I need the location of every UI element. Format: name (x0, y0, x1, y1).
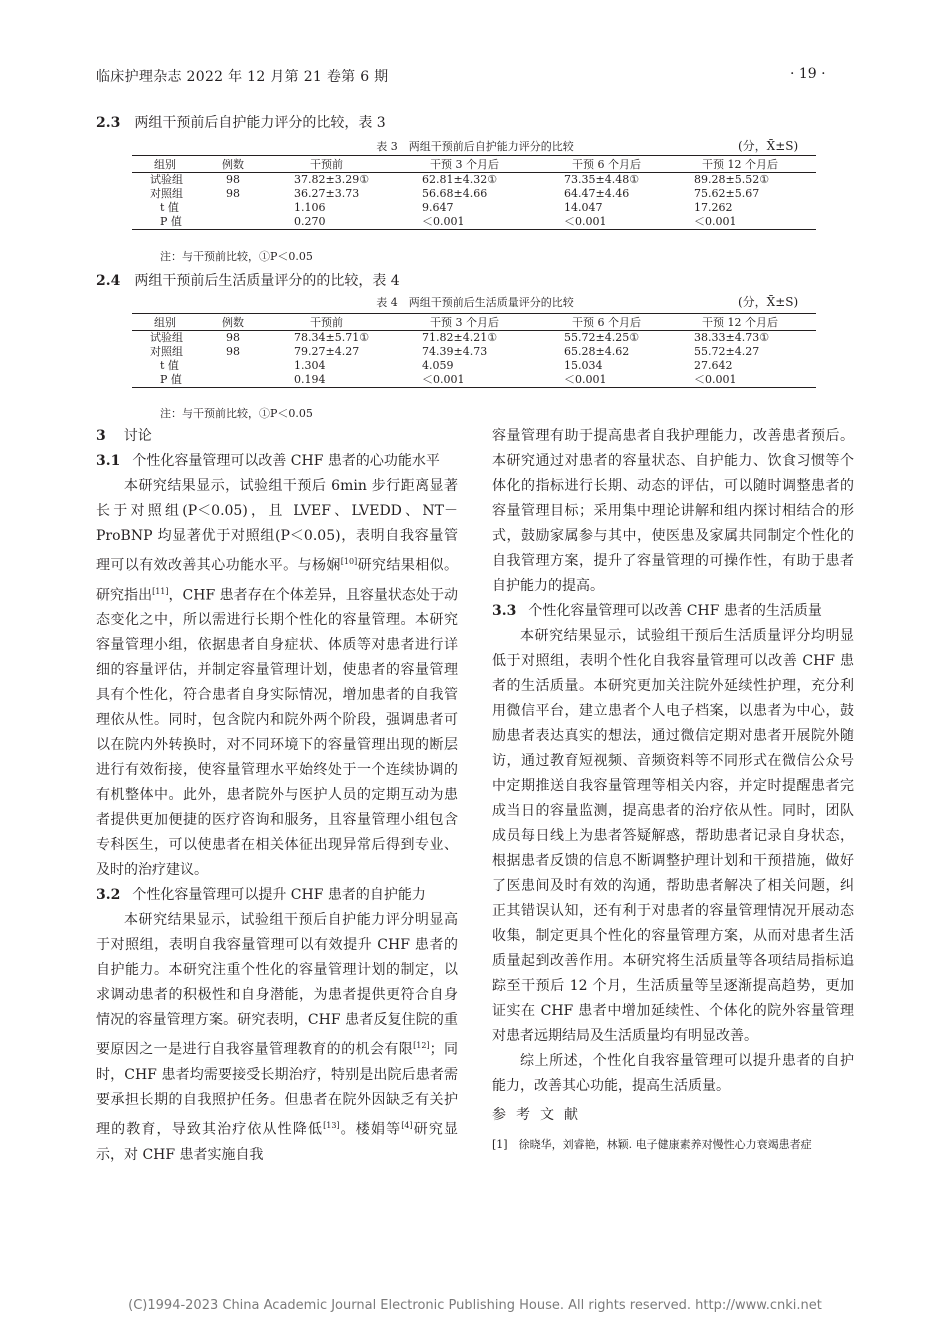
citation: [11] (152, 586, 169, 596)
table-cell: ＜0.001 (564, 215, 607, 228)
table3-caption: 表 3 两组干预前后自护能力评分的比较 (376, 140, 574, 153)
table-row (132, 345, 816, 359)
table-cell: 对照组 (150, 187, 183, 200)
table-cell: P 值 (160, 373, 182, 386)
section-3-2-heading (96, 883, 458, 908)
section-number: 3.2 (96, 887, 121, 904)
table-cell: 17.262 (694, 201, 733, 214)
table-cell: ＜0.001 (422, 215, 465, 228)
citation: [4] (401, 1120, 413, 1130)
table-cell: ＜0.001 (564, 373, 607, 386)
section-title: 两组干预前后自护能力评分的比较，表 3 (134, 115, 386, 131)
table-cell: ＜0.001 (694, 215, 737, 228)
references-heading: 参考文献 (492, 1107, 588, 1123)
table-row (132, 215, 816, 230)
table-cell (222, 201, 282, 215)
citation: [13] (323, 1120, 340, 1130)
table-row (132, 359, 816, 373)
table-cell: 98 (226, 173, 240, 186)
table-cell (222, 359, 282, 373)
text-run: ；同时，CHF 患者均需要接受长期治疗，特别是出院后患者需要承担长期的自我照护任务。但患者在院外因缺乏有关护理的教育，导致其治疗依从性降低 (96, 1041, 459, 1138)
table3-note: 注：与干预前比较，①P＜0.05 (160, 250, 313, 263)
text-run: 研究显示，对 CHF 患者实施自我 (96, 1121, 458, 1163)
paragraph-3-1 (96, 474, 458, 883)
text-run: 本研究结果显示，试验组干预后 6min 步行距离显著长于对照组(P＜0.05)，且 LVEF、LVEDD、NT－ProBNP 均显著优于对照组(P＜0.05)，表明自我容量管理可以有效改善其心功能水平。与杨娴 (96, 478, 458, 574)
table-cell: 98 (226, 331, 240, 344)
paragraph-3-2 (96, 908, 458, 1167)
table-cell: 75.62±5.67 (694, 187, 760, 200)
table-cell: 38.33±4.73① (694, 331, 770, 344)
table-header-row (132, 156, 816, 173)
discussion-heading (96, 424, 458, 449)
text-run: 研究结果相似。研究指出 (96, 557, 459, 604)
col-header: 干预前 (310, 158, 343, 171)
table-cell: 79.27±4.27 (294, 345, 360, 358)
section-number: 3.3 (492, 603, 517, 619)
table-cell: 71.82±4.21① (422, 331, 498, 344)
text-run: 。楼娟等 (339, 1121, 402, 1138)
table-cell: 56.68±4.66 (422, 187, 488, 200)
text-run: ，CHF 患者存在个体差异，且容量状态处于动态变化之中，所以需进行长期个性化的容量管理。本研究容量管理小组，依据患者自身症状、体质等对患者进行详细的容量评估，并制定容量管理计划，使患者的容量管理具有个性化，符合患者自身实际情况，增加患者的自我管理依从性。同时，包含院内和院外两个阶段，强调患者可以在院内外转换时，对不同环境下的容量管理出现的断层进行有效衔接，使容量管理水平始终处于一个连续协调的有机整体中。此外，患者院外与医护人员的定期互动为患者提供更加便捷的医疗咨询和服务，且容量管理小组包含专科医生，可以使患者在相关体征出现异常后得到专业、及时的治疗建议。 (96, 587, 458, 879)
table-cell: 37.82±3.29① (294, 173, 370, 186)
section-2-3-heading (96, 112, 386, 132)
left-column (96, 424, 458, 1168)
table-cell: 55.72±4.25① (564, 331, 640, 344)
col-header: 干预 12 个月后 (702, 158, 778, 171)
table-cell: 对照组 (150, 345, 183, 358)
table-cell: P 值 (160, 215, 182, 228)
text-run: 本研究结果显示，试验组干预后自护能力评分明显高于对照组，表明自我容量管理可以有效提升 CHF 患者的自护能力。本研究注重个性化的容量管理计划的制定，以求调动患者的积极性和自身潜能，为患者提供更符合自身情况的容量管理方案。研究表明，CHF 患者反复住院的重要原因之一是进行自我容量管理教育的的机会有限 (96, 912, 458, 1058)
section-title: 个性化容量管理可以提升 CHF 患者的自护能力 (132, 887, 426, 904)
col-header: 干预 6 个月后 (572, 158, 641, 171)
table-cell: 98 (226, 187, 240, 200)
table-row (132, 173, 816, 188)
citation: [10] (340, 557, 358, 566)
journal-header: 临床护理杂志 2022 年 12 月第 21 卷第 6 期 (96, 69, 389, 85)
copyright-footer: (C)1994-2023 China Academic Journal Electronic Publishing House. All rights reserved. http://www.cnki.net (128, 1298, 822, 1313)
table-cell: ＜0.001 (422, 373, 465, 386)
table-cell: 62.81±4.32① (422, 173, 498, 186)
section-title: 讨论 (123, 428, 152, 444)
col-header: 干预 6 个月后 (572, 316, 641, 329)
table-cell: 4.059 (422, 359, 454, 372)
page-number: · 19 · (790, 66, 826, 82)
table-row (132, 201, 816, 215)
conclusion-paragraph: 综上所述，个性化自我容量管理可以提升患者的自护能力，改善其心功能，提高生活质量。 (492, 1053, 854, 1094)
section-3-1-heading (96, 449, 458, 474)
section-3-3-heading (492, 599, 854, 624)
table4-caption: 表 4 两组干预前后生活质量评分的比较 (376, 296, 574, 309)
table-row (132, 331, 816, 346)
table-header-row (132, 314, 816, 331)
table-cell: 36.27±3.73 (294, 187, 360, 200)
table-cell: 14.047 (564, 201, 603, 214)
col-header: 例数 (222, 158, 244, 171)
col-header: 组别 (154, 316, 176, 329)
table4 (132, 313, 816, 388)
table4-unit: (分，X̄±S) (738, 295, 799, 309)
col-header: 例数 (222, 316, 244, 329)
section-number: 3 (96, 428, 106, 444)
section-title: 个性化容量管理可以改善 CHF 患者的生活质量 (528, 603, 822, 619)
section-number: 3.1 (96, 453, 121, 469)
table-cell: 试验组 (150, 173, 183, 186)
paragraph-3-2-continued (492, 424, 854, 599)
text-run: 容量管理有助于提高患者自我护理能力，改善患者预后。本研究通过对患者的容量状态、自护能力、饮食习惯等个体化的指标进行长期、动态的评估，可以随时调整患者的容量管理目标；采用集中理论讲解和组内探讨相结合的形式，鼓励家属参与其中，使医患及家属共同制定个性化的自我管理方案，提升了容量管理的可操作性，有助于患者自护能力的提高。 (492, 428, 854, 594)
table-cell: 89.28±5.52① (694, 173, 770, 186)
col-header: 干预 3 个月后 (430, 158, 499, 171)
section-title: 两组干预前后生活质量评分的的比较，表 4 (134, 273, 400, 289)
table-cell: 1.106 (294, 201, 326, 214)
right-column (492, 424, 854, 1157)
citation: [12] (413, 1041, 430, 1051)
col-header: 干预 12 个月后 (702, 316, 778, 329)
table-cell: 试验组 (150, 331, 183, 344)
paragraph-3-3: 本研究结果显示，试验组干预后生活质量评分均明显低于对照组，表明个性化自我容量管理可以改善 CHF 患者的生活质量。本研究更加关注院外延续性护理，充分利用微信平台，建立患者个人电子档案，以患者为中心，鼓励患者表达真实的想法，通过微信定期对患者开展院外随访，通过教育短视频、音频资料等不同形式在微信公众号中定期推送自我容量管理等相关内容，并定时提醒患者完成当日的容量监测，提高患者的治疗依从性。同时，团队成员每日线上为患者答疑解惑，帮助患者记录自身状态，根据患者反馈的信息不断调整护理计划和干预措施，做好了医患间及时有效的沟通，帮助患者解决了相关问题，纠正其错误认知，还有利于对患者的容量管理情况开展动态收集，制定更具个性化的容量管理方案，从而对患者生活质量起到改善作用。本研究将生活质量等各项结局指标追踪至干预后 12 个月，生活质量等呈逐渐提高趋势，更加证实在 CHF 患者中增加延续性、个体化的院外容量管理对患者远期结局及生活质量均有明显改善。 (492, 628, 854, 1044)
table-cell: 15.034 (564, 359, 603, 372)
section-title: 个性化容量管理可以改善 CHF 患者的心功能水平 (132, 453, 440, 469)
section-number: 2.3 (96, 115, 121, 131)
table-row (132, 187, 816, 201)
table-cell: t 值 (160, 359, 179, 372)
table-cell (222, 373, 282, 388)
table-cell: 55.72±4.27 (694, 345, 760, 358)
table-cell: 73.35±4.48① (564, 173, 640, 186)
table-cell (222, 215, 282, 230)
table-cell: 78.34±5.71① (294, 331, 370, 344)
reference-item: [1] 徐晓华，刘睿艳，林颖. 电子健康素养对慢性心力衰竭患者症 (492, 1138, 812, 1151)
table-cell: 1.304 (294, 359, 326, 372)
table-cell: 98 (226, 345, 240, 358)
table-cell: 27.642 (694, 359, 733, 372)
section-number: 2.4 (96, 273, 121, 289)
col-header: 组别 (154, 158, 176, 171)
table-cell: 74.39±4.73 (422, 345, 488, 358)
table-cell: 65.28±4.62 (564, 345, 630, 358)
col-header: 干预前 (310, 316, 343, 329)
table-cell: ＜0.001 (694, 373, 737, 386)
table-cell: 64.47±4.46 (564, 187, 630, 200)
table-cell: t 值 (160, 201, 179, 214)
table4-note: 注：与干预前比较，①P＜0.05 (160, 407, 313, 420)
table-cell: 0.270 (294, 215, 326, 228)
col-header: 干预 3 个月后 (430, 316, 499, 329)
table-cell: 9.647 (422, 201, 454, 214)
table-cell: 0.194 (294, 373, 326, 386)
table3-unit: (分，X̄±S) (738, 139, 799, 153)
table-row (132, 373, 816, 388)
table3 (132, 155, 816, 230)
section-2-4-heading (96, 270, 400, 290)
